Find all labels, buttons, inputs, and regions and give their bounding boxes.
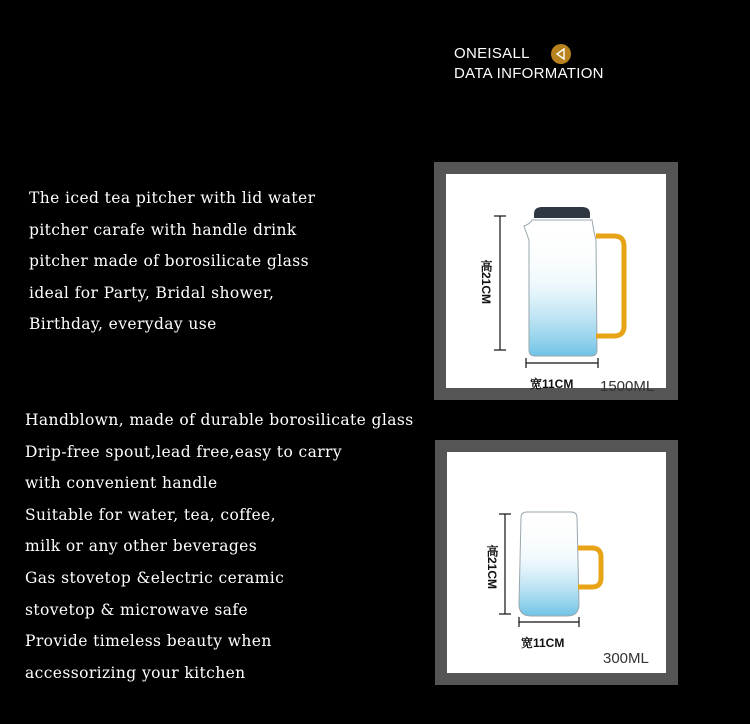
intro-line: The iced tea pitcher with lid water [29, 189, 316, 207]
brand-subtitle: DATA INFORMATION [454, 65, 604, 82]
product-image-pitcher [446, 174, 666, 395]
feature-line: Handblown, made of durable borosilicate glass [25, 411, 414, 429]
feature-line: Provide timeless beauty when [25, 632, 272, 651]
product-image-mug [447, 452, 666, 673]
feature-line: stovetop & microwave safe [25, 600, 249, 619]
intro-line: pitcher carafe with handle drink [29, 220, 297, 239]
width-label: 宽11CM [521, 636, 565, 650]
height-label: 高21CM [485, 545, 499, 590]
feature-line: Gas stovetop &electric ceramic [25, 568, 285, 587]
volume-label: 1500ML [600, 378, 655, 395]
intro-line: Birthday, everyday use [29, 315, 217, 334]
intro-text [29, 183, 315, 341]
height-label: 高21CM [479, 260, 493, 305]
feature-line: with convenient handle [25, 474, 218, 493]
play-left-icon [551, 44, 571, 64]
features-text [25, 405, 414, 689]
width-label: 宽11CM [530, 377, 574, 391]
volume-label: 300ML [603, 650, 649, 667]
product-frame-pitcher [434, 162, 678, 400]
brand-name: ONEISALL [454, 45, 530, 62]
feature-line: accessorizing your kitchen [25, 663, 246, 682]
product-frame-mug [435, 440, 678, 685]
intro-line: pitcher made of borosilicate glass [29, 252, 309, 271]
feature-line: milk or any other beverages [25, 537, 258, 556]
feature-line: Suitable for water, tea, coffee, [25, 505, 276, 524]
intro-line: ideal for Party, Bridal shower, [29, 283, 275, 302]
feature-line: Drip-free spout,lead free,easy to carry [25, 442, 342, 461]
